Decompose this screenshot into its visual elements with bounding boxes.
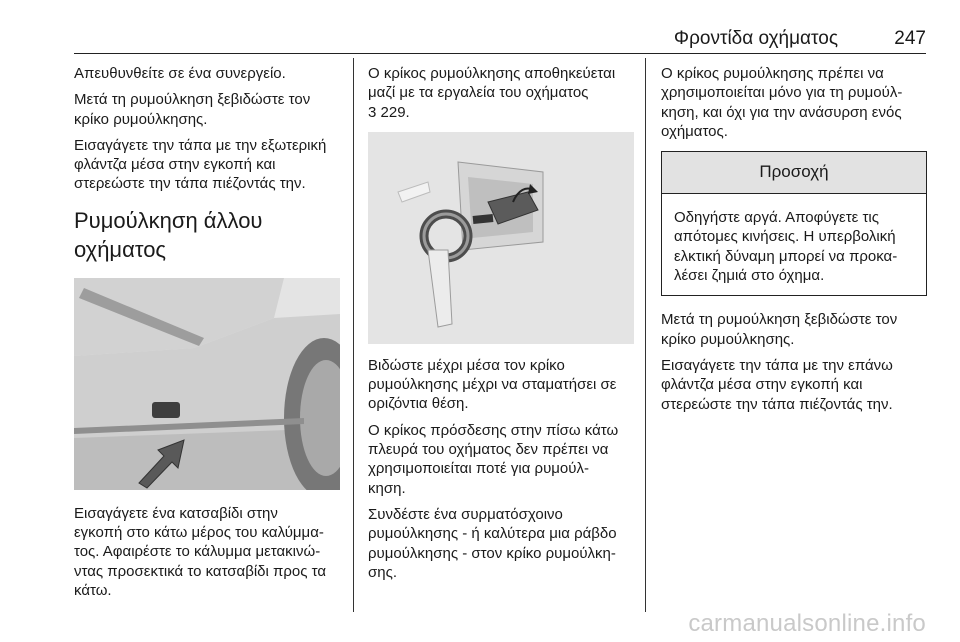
text-line: Ο κρίκος πρόσδεσης στην πίσω κάτω (368, 421, 619, 439)
text-line: φλάντζα μέσα στην εγκοπή και (661, 376, 863, 394)
text-line: Ρυμούλκηση άλλου (74, 207, 263, 233)
column-divider-2 (645, 58, 646, 612)
text-line: ρυμούλκησης μέχρι να σταματήσει σε (368, 376, 617, 394)
text-line: κηση. (368, 479, 406, 497)
text-line: πλευρά του οχήματος δεν πρέπει να (368, 441, 609, 459)
section-heading (74, 206, 342, 264)
paragraph (661, 310, 927, 349)
header-rule (74, 53, 926, 54)
text-line: Εισαγάγετε την τάπα με την εξωτερική (74, 136, 327, 154)
text-line: Εισαγάγετε την τάπα με την επάνω (661, 356, 893, 374)
paragraph (74, 504, 342, 600)
text-line: ρυμούλκησης - ή καλύτερα μια ράβδο (368, 525, 617, 543)
paragraph (368, 421, 636, 498)
text-line: Συνδέστε ένα συρματόσχοινο (368, 505, 563, 523)
text-line: τος. Αφαιρέστε το κάλυμμα μετακινώ- (74, 543, 321, 561)
text-line: ελκτική δύναμη μπορεί να προκα- (674, 247, 898, 265)
caution-box (661, 151, 927, 296)
text-line: Οδηγήστε αργά. Αποφύγετε τις (674, 209, 879, 227)
text-line: κάτω. (74, 581, 112, 599)
text-line: ρυμούλκησης - στον κρίκο ρυμούλκη- (368, 544, 616, 562)
text-line: Μετά τη ρυμούλκηση ξεβιδώστε τον (661, 311, 898, 329)
text-line: οριζόντια θέση. (368, 395, 469, 413)
text-line: λέσει ζημιά στο όχημα. (674, 267, 825, 285)
text-line: εγκοπή στο κάτω μέρος του καλύμμα- (74, 524, 324, 542)
text-line: Ο κρίκος ρυμούλκησης πρέπει να (661, 65, 884, 82)
paragraph (674, 208, 914, 285)
text-line: κηση, και όχι για την ανάσυρση ενός (661, 103, 902, 121)
text-line: οχήματος (74, 236, 167, 262)
paragraph (368, 64, 636, 122)
caution-title: Προσοχή (662, 152, 926, 194)
text-line: στερεώστε την τάπα πιέζοντάς την. (74, 175, 306, 193)
text-line: ντας προσεκτικά το κατσαβίδι προς τα (74, 562, 327, 580)
text-line: Βιδώστε μέχρι μέσα τον κρίκο (368, 356, 565, 374)
section-title: Φροντίδα οχήματος (673, 28, 838, 49)
column-divider-1 (353, 58, 354, 612)
text-line: στερεώστε την τάπα πιέζοντάς την. (661, 395, 893, 413)
caution-body (662, 194, 926, 295)
text-line: Μετά τη ρυμούλκηση ξεβιδώστε τον (74, 91, 311, 109)
paragraph (74, 136, 342, 194)
paragraph (368, 356, 636, 414)
text-line: Εισαγάγετε ένα κατσαβίδι στην (74, 504, 278, 522)
paragraph (74, 90, 342, 129)
towing-eye-illustration (368, 132, 634, 344)
text-line: Ο κρίκος ρυμούλκησης αποθηκεύεται (368, 65, 616, 82)
paragraph (368, 505, 636, 582)
text-line: κρίκο ρυμούλκησης. (661, 330, 795, 348)
text-line: χρησιμοποιείται μόνο για τη ρυμούλ- (661, 84, 903, 102)
paragraph (74, 64, 342, 83)
text: Απευθυνθείτε σε ένα συνεργείο. (74, 65, 286, 82)
column-1 (74, 64, 342, 607)
text-line: φλάντζα μέσα στην εγκοπή και (74, 156, 276, 174)
text-line: απότομες κινήσεις. Η υπερβολική (674, 228, 896, 246)
text-line: σης. (368, 563, 397, 581)
page-number: 247 (894, 28, 926, 49)
page-reference-icon: 3 (368, 103, 377, 121)
text-line: οχήματος. (661, 122, 728, 140)
paragraph (661, 64, 927, 141)
column-3 (661, 64, 927, 421)
text-line: χρησιμοποιείται ποτέ για ρυμούλ- (368, 460, 589, 478)
car-rear-bumper-illustration (74, 278, 340, 490)
text-line: μαζί με τα εργαλεία του οχήματος (368, 84, 589, 102)
paragraph (661, 356, 927, 414)
text-line: κρίκο ρυμούλκησης. (74, 110, 208, 128)
page-reference: 229. (380, 103, 410, 121)
watermark: carmanualsonline.info (688, 610, 926, 637)
column-2 (368, 64, 636, 589)
